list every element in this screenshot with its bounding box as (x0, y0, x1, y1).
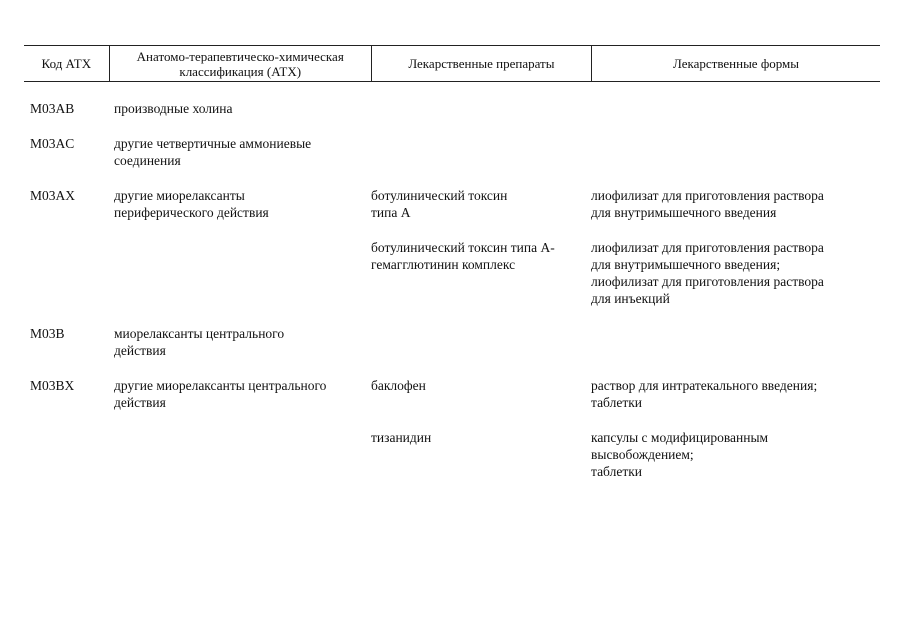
form-cell-line: таблетки (591, 395, 643, 410)
form-cell-line: для внутримышечного введения (591, 205, 777, 220)
code-cell (24, 187, 109, 221)
drug-cell-line: ботулинический токсин типа А- (371, 240, 555, 255)
classification-cell-line: соединения (114, 153, 181, 168)
form-cell (591, 100, 880, 117)
classification-cell-line: другие миорелаксанты (114, 188, 245, 203)
table-row (24, 429, 880, 480)
code-cell-line: M03AC (30, 136, 75, 151)
drug-cell-line: ботулинический токсин (371, 188, 508, 203)
code-cell (24, 377, 109, 411)
classification-cell (109, 325, 371, 359)
form-cell (591, 135, 880, 169)
classification-cell-line: действия (114, 343, 166, 358)
table-row (24, 135, 880, 169)
table-row (24, 325, 880, 359)
table-header (24, 45, 880, 82)
form-cell-line: капсулы с модифицированным (591, 430, 769, 445)
drug-cell (371, 135, 591, 169)
table-row (24, 377, 880, 411)
form-cell (591, 377, 880, 411)
classification-cell (109, 239, 371, 307)
form-cell-line: для внутримышечного введения; (591, 257, 781, 272)
classification-cell-line: другие миорелаксанты центрального (114, 378, 327, 393)
form-cell-line: лиофилизат для приготовления раствора (591, 188, 824, 203)
code-cell (24, 325, 109, 359)
form-cell-line: таблетки (591, 464, 643, 479)
header-code: Код АТХ (41, 56, 92, 71)
code-cell-line: M03AB (30, 101, 75, 116)
classification-cell-line: производные холина (114, 101, 233, 116)
classification-cell (109, 187, 371, 221)
form-cell-line: высвобождением; (591, 447, 694, 462)
classification-cell (109, 135, 371, 169)
classification-cell (109, 429, 371, 480)
drug-cell-line: типа А (371, 205, 411, 220)
classification-cell (109, 377, 371, 411)
code-cell-line: M03AX (30, 188, 76, 203)
drug-cell (371, 100, 591, 117)
atc-table (24, 45, 880, 480)
classification-cell-line: действия (114, 395, 166, 410)
form-cell (591, 429, 880, 480)
form-cell (591, 239, 880, 307)
form-cell-line: раствор для интратекального введения; (591, 378, 818, 393)
code-cell-line: M03BX (30, 378, 75, 393)
header-classification (109, 46, 371, 81)
drug-cell-line: баклофен (371, 378, 426, 393)
code-cell (24, 100, 109, 117)
code-cell (24, 135, 109, 169)
form-cell-line: лиофилизат для приготовления раствора (591, 240, 824, 255)
table-row (24, 187, 880, 221)
form-cell (591, 325, 880, 359)
table-body (24, 100, 880, 480)
classification-cell-line: миорелаксанты центрального (114, 326, 285, 341)
code-cell-line: M03B (30, 326, 65, 341)
header-drugs: Лекарственные препараты (371, 46, 591, 81)
header-classification-line-1: Анатомо-терапевтическо-химическая (136, 48, 344, 64)
drug-cell (371, 325, 591, 359)
drug-cell (371, 239, 591, 307)
drug-cell (371, 377, 591, 411)
header-classification-line-2: классификация (АТХ) (179, 63, 302, 79)
code-cell (24, 429, 109, 480)
drug-cell (371, 187, 591, 221)
classification-cell-line: другие четвертичные аммониевые (114, 136, 312, 151)
drug-cell (371, 429, 591, 480)
drug-cell-line: тизанидин (371, 430, 432, 445)
classification-cell (109, 100, 371, 117)
form-cell-line: лиофилизат для приготовления раствора (591, 274, 824, 289)
drug-cell-line: гемагглютинин комплекс (371, 257, 516, 272)
table-row (24, 100, 880, 117)
form-cell-line: для инъекций (591, 291, 670, 306)
code-cell (24, 239, 109, 307)
table-row (24, 239, 880, 307)
header-forms: Лекарственные формы (591, 46, 880, 81)
classification-cell-line: периферического действия (114, 205, 269, 220)
form-cell (591, 187, 880, 221)
